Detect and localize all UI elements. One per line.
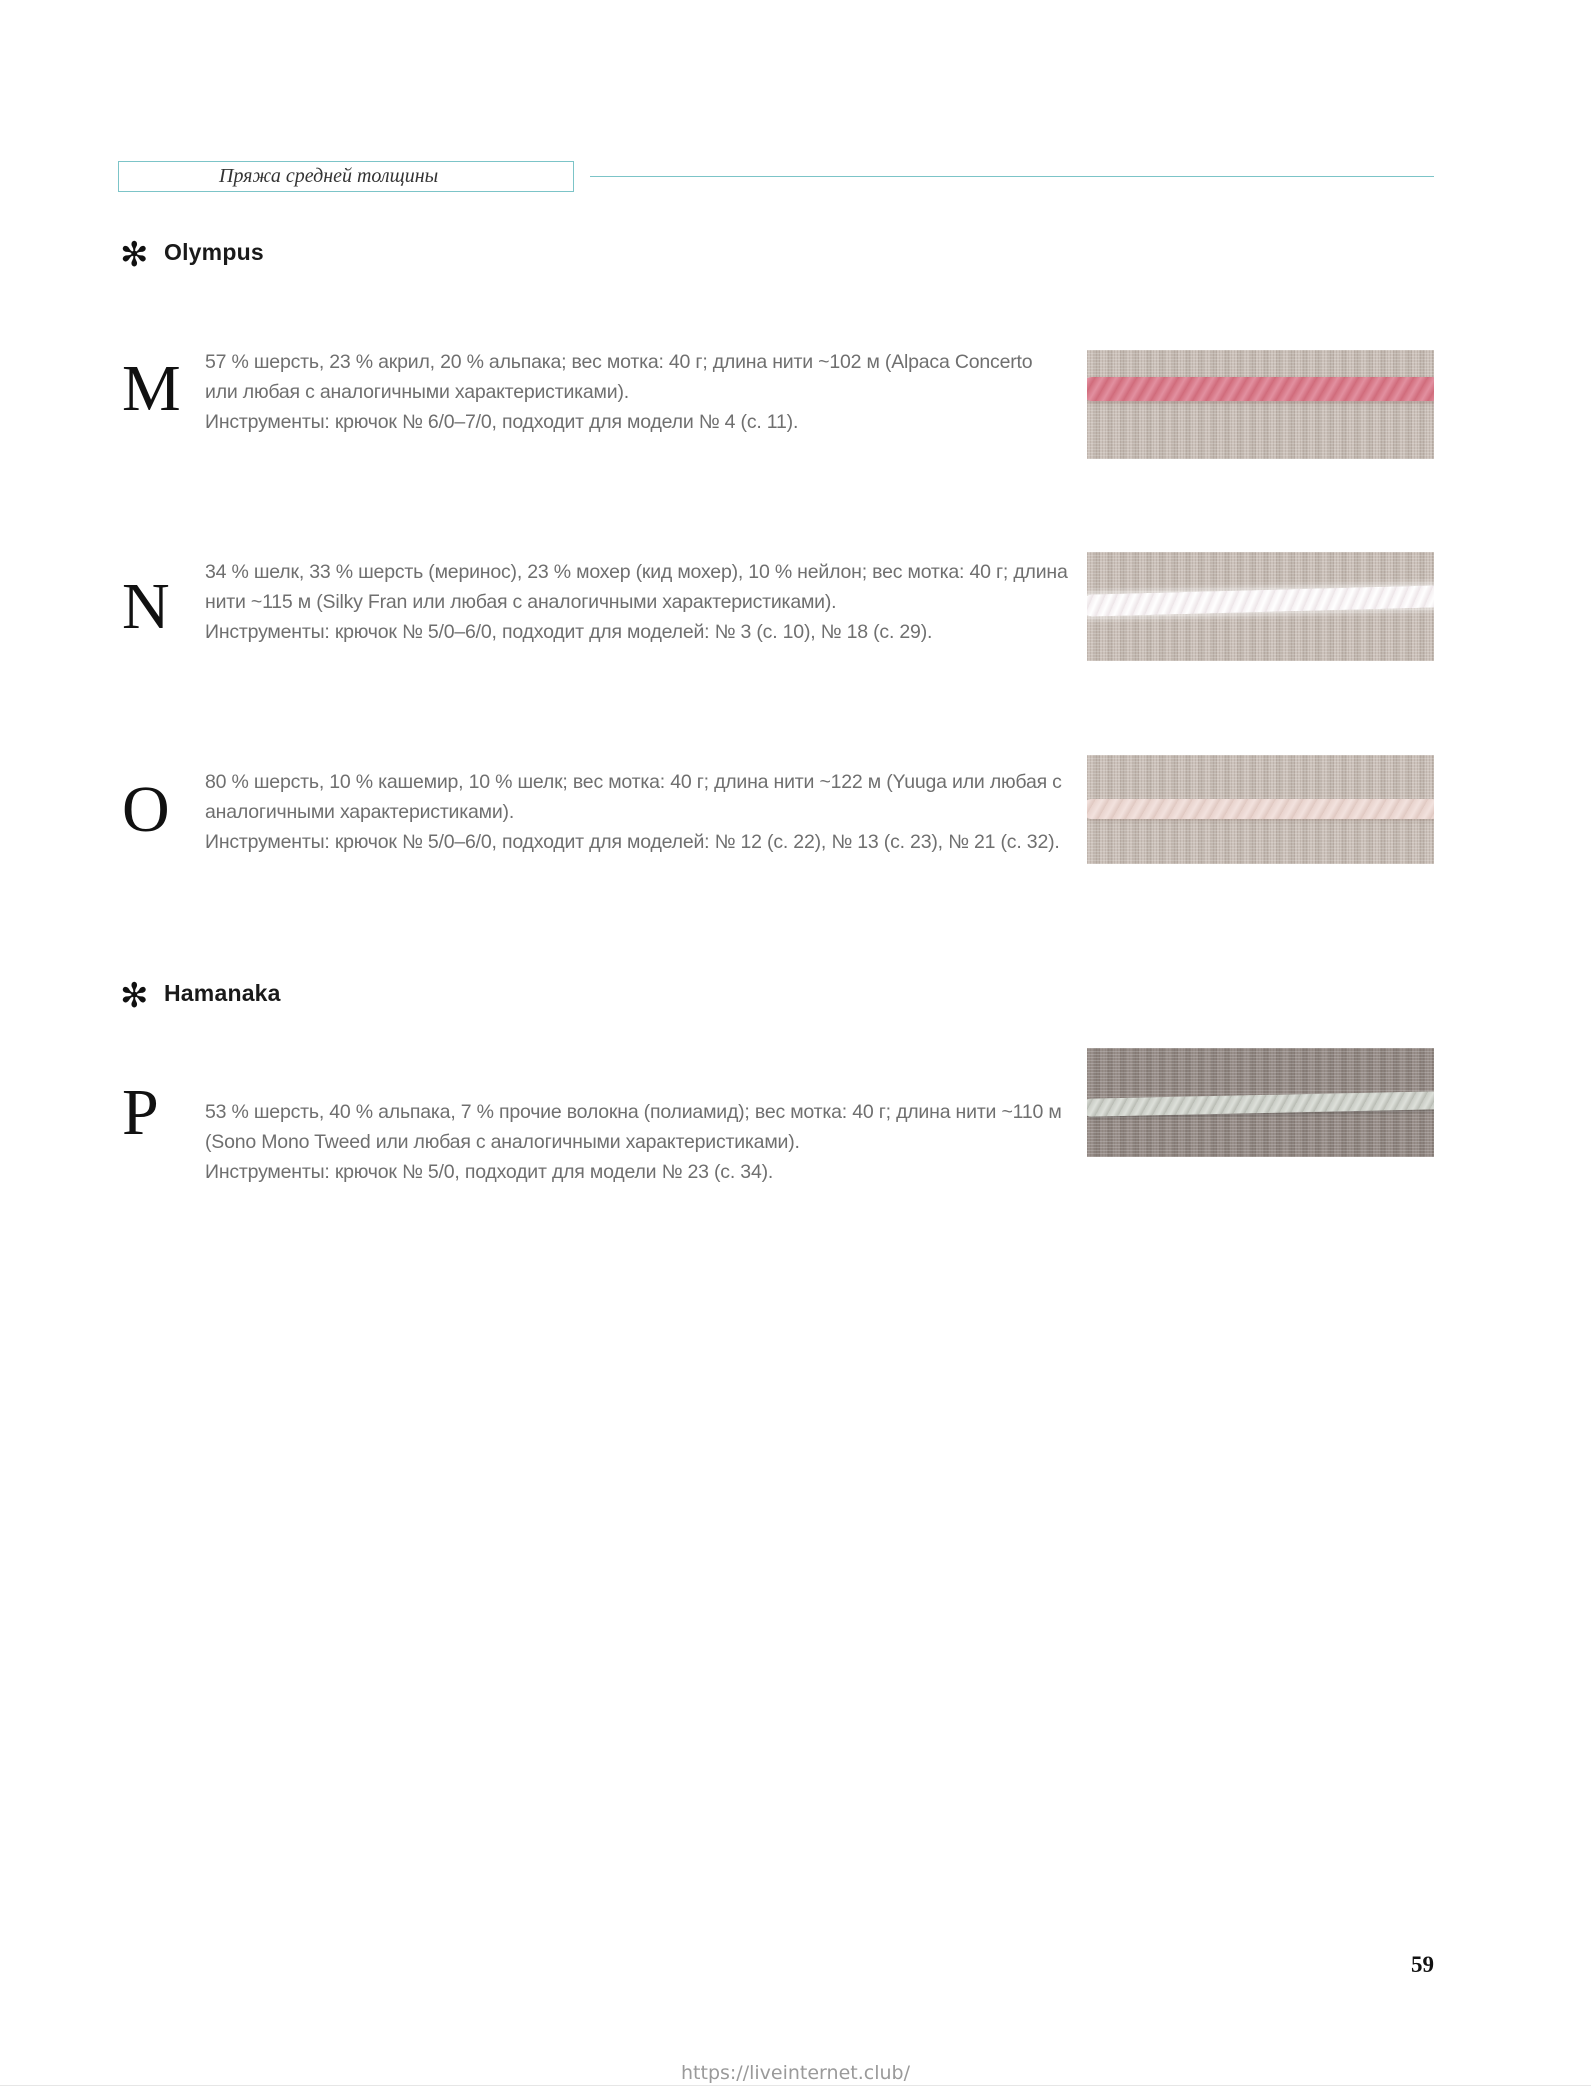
yarn-strand — [1087, 799, 1434, 819]
yarn-swatch-n — [1087, 552, 1434, 661]
watermark-url: https://liveinternet.club/ — [681, 2062, 910, 2084]
yarn-description-p — [205, 1097, 1070, 1187]
yarn-strand — [1087, 1091, 1434, 1117]
footer-divider — [0, 2085, 1591, 2086]
yarn-strand — [1087, 377, 1434, 401]
asterisk-icon: ✻ — [120, 235, 149, 275]
yarn-tools: Инструменты: крючок № 5/0–6/0, подходит для моделей: № 12 (с. 22), № 13 (с. 23), № 21 (с. 32). — [205, 831, 1060, 853]
yarn-letter-p: P — [122, 1076, 159, 1149]
yarn-composition: 53 % шерсть, 40 % альпака, 7 % прочие волокна (полиамид); вес мотка: 40 г; длина нити ~110 м (Sono Mono Tweed или любая с аналогичными характеристиками). — [205, 1101, 1062, 1153]
brand-heading-hamanaka — [120, 973, 281, 1016]
yarn-swatch-o — [1087, 755, 1434, 864]
yarn-tools: Инструменты: крючок № 5/0, подходит для модели № 23 (с. 34). — [205, 1161, 774, 1183]
section-title: Пряжа средней толщины — [219, 165, 439, 187]
yarn-description-n — [205, 557, 1070, 647]
page-number: 59 — [1411, 1952, 1434, 1977]
yarn-letter-n: N — [122, 570, 170, 643]
section-divider — [590, 176, 1434, 177]
yarn-strand — [1087, 585, 1434, 616]
yarn-letter-m: M — [122, 352, 181, 425]
yarn-tools: Инструменты: крючок № 5/0–6/0, подходит для моделей: № 3 (с. 10), № 18 (с. 29). — [205, 621, 933, 643]
yarn-description-m — [205, 347, 1070, 437]
brand-name: Olympus — [164, 238, 264, 265]
brand-heading-olympus — [120, 232, 264, 275]
yarn-composition: 80 % шерсть, 10 % кашемир, 10 % шелк; вес мотка: 40 г; длина нити ~122 м (Yuuga или любая с аналогичными характеристиками). — [205, 771, 1062, 823]
yarn-swatch-m — [1087, 350, 1434, 459]
section-header-tab — [118, 161, 574, 192]
asterisk-icon: ✻ — [120, 976, 149, 1016]
yarn-composition: 34 % шелк, 33 % шерсть (меринос), 23 % мохер (кид мохер), 10 % нейлон; вес мотка: 40 г; длина нити ~115 м (Silky Fran или любая с аналогичными характеристиками). — [205, 561, 1068, 613]
yarn-tools: Инструменты: крючок № 6/0–7/0, подходит для модели № 4 (с. 11). — [205, 411, 799, 433]
yarn-composition: 57 % шерсть, 23 % акрил, 20 % альпака; вес мотка: 40 г; длина нити ~102 м (Alpaca Concerto или любая с аналогичными характеристиками). — [205, 351, 1033, 403]
yarn-swatch-p — [1087, 1048, 1434, 1157]
yarn-letter-o: O — [122, 773, 170, 846]
brand-name: Hamanaka — [164, 979, 281, 1006]
yarn-description-o — [205, 767, 1070, 857]
